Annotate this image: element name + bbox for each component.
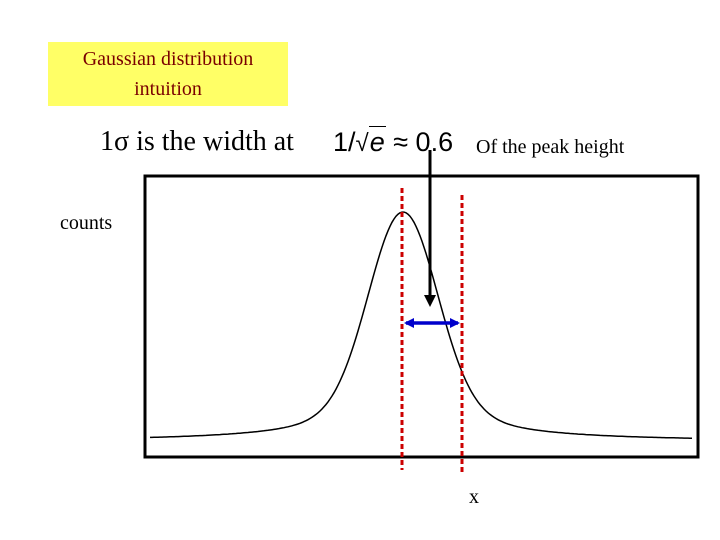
title-line-2: intuition [134, 78, 202, 100]
x-axis-label: x [469, 486, 479, 508]
math-radicand: e [369, 127, 385, 157]
math-radical: √ [355, 130, 369, 157]
caption-main: 1σ is the width at [100, 126, 294, 157]
gaussian-curve [150, 212, 692, 438]
plot-frame [145, 176, 698, 457]
math-suffix: ≈ 0.6 [385, 127, 454, 157]
title-line-1: Gaussian distribution [82, 48, 254, 70]
math-prefix: 1/ [333, 127, 356, 157]
y-axis-label: counts [60, 212, 113, 234]
caption-tail: Of the peak height [476, 136, 625, 158]
